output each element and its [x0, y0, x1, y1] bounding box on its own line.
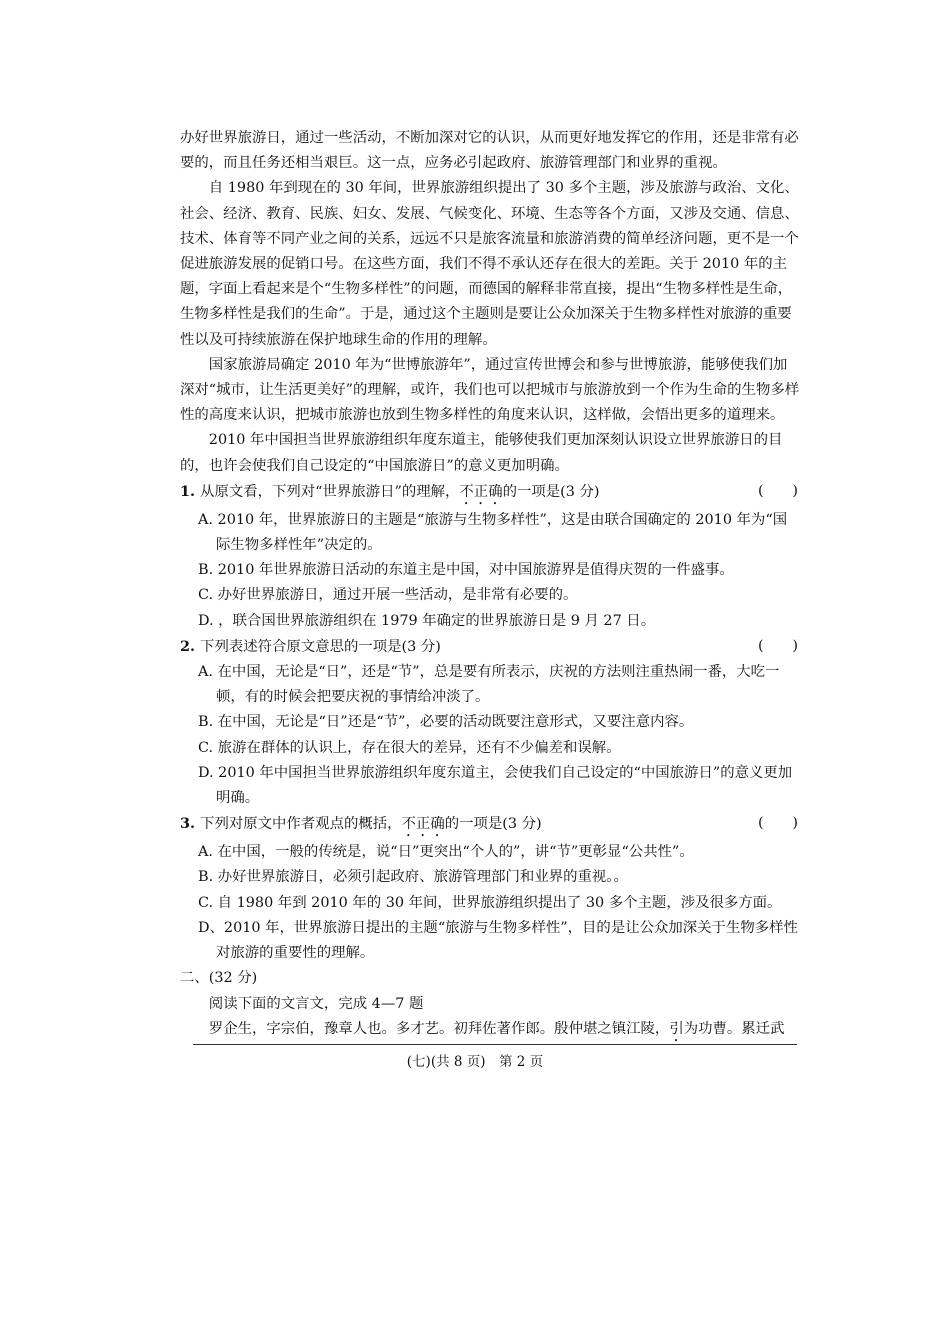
option-d: D. ，联合国世界旅游组织在 1979 年确定的世界旅游日是 9 月 27 日。	[198, 612, 656, 629]
stem-before: 从原文看，下列对“世界旅游日”的理解，	[200, 483, 460, 500]
passage-paragraph-1: 办好世界旅游日，通过一些活动，不断加深对它的认识，从而更好地发挥它的作用，还是非常有必要的，而且任务还相当艰巨。这一点，应务必引起政府、旅游管理部门和业界的重视。	[180, 130, 799, 172]
option-d: D. 2010 年中国担当世界旅游组织年度东道主，会使我们自己设定的“中国旅游日”的意义更加明确。	[198, 764, 793, 807]
question-1	[180, 479, 800, 634]
option-c: C. 办好世界旅游日，通过开展一些活动，是非常有必要的。	[198, 587, 578, 604]
stem-emphasis: 不正确	[459, 483, 503, 500]
option-a: A. 在中国，一般的传统是，说“日”更突出“个人的”，讲“节”更彰显“公共性”。	[198, 844, 694, 861]
question-1-stem	[180, 479, 800, 508]
stem-before: 下列表述符合原文意思的一项是(3 分)	[200, 638, 441, 655]
question-stem-text	[200, 484, 599, 500]
option-c: C. 旅游在群体的认识上，存在很大的差异，还有不少偏差和误解。	[198, 739, 621, 756]
option-b: B. 2010 年世界旅游日活动的东道主是中国，对中国旅游界是值得庆贺的一件盛事。	[198, 562, 734, 579]
passage-paragraph-3: 国家旅游局确定 2010 年为“世博旅游年”，通过宣传世博会和参与世博旅游，能够使我们加深对“城市，让生活更美好”的理解，或许，我们也可以把城市与旅游放到一个作为生命的生物多样性的高度来认识，把城市旅游也放到生物多样性的角度来认识，这样做，会悟出更多的道理来。	[180, 356, 800, 424]
page-footer: (七)(共 8 页) 第 2 页	[406, 1054, 544, 1070]
option-b: B. 办好世界旅游日，必须引起政府、旅游管理部门和业界的重视。。	[198, 869, 628, 886]
option-c: C. 自 1980 年到 2010 年的 30 年间，世界旅游组织提出了 30 多个主题，涉及很多方面。	[198, 894, 782, 911]
option-a: A. 在中国，无论是“日”，还是“节”，总是要有所表示，庆祝的方法则注重热闹一番，大吃一顿，有的时候会把要庆祝的事情给冲淡了。	[198, 664, 780, 706]
option-a: A. 2010 年，世界旅游日的主题是“旅游与生物多样性”，这是由联合国确定的 2010 年为“国际生物多样性年”决定的。	[198, 511, 788, 554]
question-number: 3.	[180, 815, 196, 833]
question-number: 1.	[180, 482, 196, 500]
stem-emphasis: 不正确	[401, 816, 445, 833]
option-b: B. 在中国，无论是“日”还是“节”，必要的活动既要注意形式，又要注意内容。	[198, 714, 694, 731]
answer-blank: ( )	[757, 637, 798, 654]
classical-text	[180, 1017, 800, 1045]
section-heading: 二、(32 分)	[180, 970, 258, 987]
reading-instruction: 阅读下面的文言文，完成 4—7 题	[208, 995, 424, 1012]
classical-after: 为功曹。累迁武	[683, 1020, 785, 1037]
question-3	[180, 811, 800, 966]
stem-before: 下列对原文中作者观点的概括，	[200, 816, 402, 833]
answer-blank: ( )	[757, 815, 798, 832]
question-stem-text	[200, 816, 542, 832]
passage-paragraph-2: 自 1980 年到现在的 30 年间，世界旅游组织提出了 30 多个主题，涉及旅游与政治、文化、社会、经济、教育、民族、妇女、发展、气候变化、环境、生态等各个方面，又涉及交通、信息、技术、体育等不同产业之间的关系，远远不只是旅客流量和旅游消费的简单经济问题，更不是一个促进旅游发展的促销口号。在这些方面，我们不得不承认还存在很大的差距。关于 2010 年的主题，字面上看起来是个“生物多样性”的问题，而德国的解释非常直接，提出“生物多样性是生命，生物多样性是我们的生命”。于是，通过这个主题则是要让公众加深关于生物多样性对旅游的重要性以及可持续旅游在保护地球生命的作用的理解。	[180, 180, 799, 348]
question-2	[180, 634, 800, 811]
question-number: 2.	[180, 637, 196, 655]
exam-page	[180, 126, 800, 1045]
stem-after: 的一项是(3 分)	[444, 816, 542, 833]
option-d: D、2010 年，世界旅游日提出的主题“旅游与生物多样性”，目的是让公众加深关于生物多样性对旅游的重要性的理解。	[198, 919, 798, 962]
stem-after: 的一项是(3 分)	[502, 483, 600, 500]
classical-emphasis: 引	[669, 1020, 684, 1037]
classical-before: 罗企生，字宗伯，豫章人也。多才艺。初拜佐著作郎。殷仲堪之镇江陵，	[208, 1020, 670, 1037]
question-3-stem	[180, 811, 800, 840]
answer-blank: ( )	[757, 482, 798, 499]
question-stem-text	[200, 639, 441, 655]
passage-paragraph-4: 2010 年中国担当世界旅游组织年度东道主，能够使我们更加深刻认识设立世界旅游日的目的，也许会使我们自己设定的“中国旅游日”的意义更加明确。	[180, 432, 783, 474]
footer-divider	[193, 1044, 797, 1045]
question-2-stem	[180, 634, 800, 660]
